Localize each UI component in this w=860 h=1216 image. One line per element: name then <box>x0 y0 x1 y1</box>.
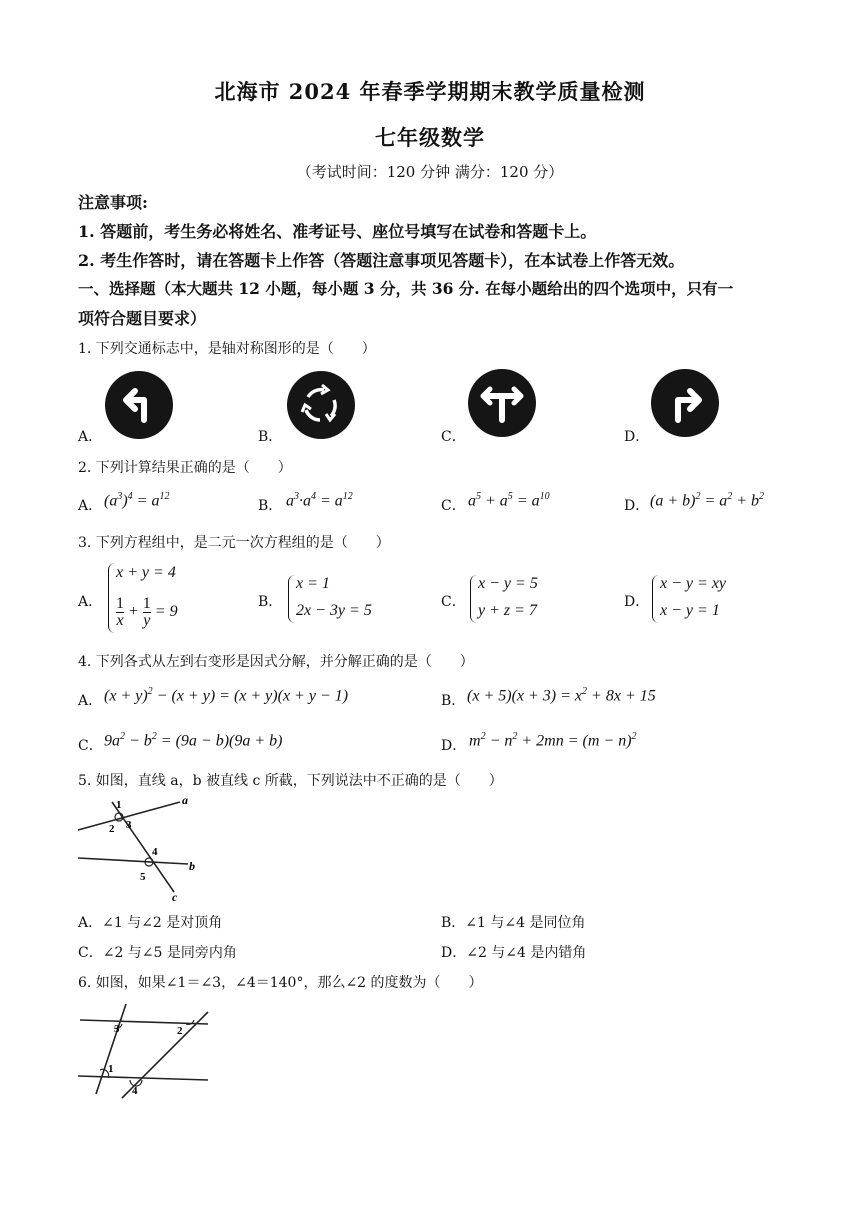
q5-label-1: 1 <box>116 799 122 811</box>
exam-title: 北海市 2024 年春季学期期末教学质量检测 <box>214 79 646 104</box>
q2-option-c-label: C． <box>441 498 466 514</box>
q5-geometry-figure <box>76 793 216 904</box>
question-2-stem: 2. 下列计算结果正确的是（ ） <box>78 460 292 476</box>
q3-a-eq1: x + y = 4 <box>116 564 176 581</box>
q2-option-b-formula: $a^3\cdot a^4 = a^{12}$ <box>286 491 353 510</box>
q3-option-d-label: D． <box>624 594 650 610</box>
q4-option-a-label: A． <box>78 693 103 709</box>
q2-option-d-label: D． <box>624 498 650 514</box>
q5-option-b: B．∠1 与∠4 是同位角 <box>441 915 586 931</box>
q3-a-eq2: $\frac{1}{x}$ + $\frac{1}{y} = 9$ <box>116 595 178 629</box>
q5-option-c: C．∠2 与∠5 是同旁内角 <box>78 945 237 961</box>
q3-b-eq2: 2x − 3y = 5 <box>296 602 372 619</box>
question-3-stem: 3. 下列方程组中，是二元一次方程组的是（ ） <box>78 535 390 551</box>
q5-label-c: c <box>172 890 178 904</box>
q3-d-brace <box>652 575 659 623</box>
q4-option-b-formula: $(x + 5)(x + 3) = x^2 + 8x + 15$ <box>467 686 656 705</box>
q4-option-d-formula: $m^2 - n^2 + 2mn = (m - n)^2$ <box>469 731 637 750</box>
question-4-stem: 4. 下列各式从左到右变形是因式分解，并分解正确的是（ ） <box>78 654 474 670</box>
question-1-stem: 1. 下列交通标志中，是轴对称图形的是（ ） <box>78 341 376 357</box>
q5-label-a: a <box>182 793 188 807</box>
q5-label-5: 5 <box>140 871 146 883</box>
q3-option-a-label: A． <box>78 594 103 610</box>
q3-b-eq1: x = 1 <box>296 575 330 592</box>
q3-a-brace <box>108 563 115 633</box>
turn-right-arrow-sign-icon <box>650 368 720 438</box>
exam-info: （考试时间：120 分钟 满分：120 分） <box>296 163 564 181</box>
q5-label-4: 4 <box>152 846 158 858</box>
q2-option-a-formula: $(a^3)^4 = a^{12}$ <box>104 491 170 510</box>
q4-option-c-formula: $9a^2 - b^2 = (9a - b)(9a + b)$ <box>104 731 283 750</box>
notice-item-2: 2. 考生作答时，请在答题卡上作答（答题注意事项见答题卡），在本试卷上作答无效。 <box>78 251 685 270</box>
q4-option-d-label: D． <box>441 738 467 754</box>
q6-label-1: 1 <box>108 1063 114 1075</box>
q3-option-b-label: B． <box>258 594 283 610</box>
q1-option-d-label: D． <box>624 429 650 445</box>
q5-label-b: b <box>189 859 195 873</box>
left-right-split-arrow-sign-icon <box>467 368 537 438</box>
q4-option-c-label: C． <box>78 738 103 754</box>
section-heading-line1: 一、选择题（本大题共 12 小题，每小题 3 分，共 36 分. 在每小题给出的四个选项中，只有一 <box>78 279 734 298</box>
q6-label-2: 2 <box>177 1025 183 1037</box>
notice-heading: 注意事项: <box>78 193 148 212</box>
q3-c-eq1: x − y = 5 <box>478 575 538 592</box>
q2-option-a-label: A． <box>78 498 103 514</box>
q3-option-c-label: C． <box>441 594 466 610</box>
question-6-stem: 6. 如图，如果∠1＝∠3，∠4＝140°，那么∠2 的度数为（ ） <box>78 975 483 991</box>
q3-b-brace <box>288 575 295 623</box>
q5-option-d: D．∠2 与∠4 是内错角 <box>441 945 587 961</box>
turn-left-arrow-sign-icon <box>104 370 174 440</box>
q2-option-c-formula: $a^5 + a^5 = a^{10}$ <box>468 491 550 510</box>
q3-d-eq1: x − y = xy <box>660 575 727 592</box>
q1-option-c-label: C． <box>441 429 466 445</box>
section-heading-line2: 项符合题目要求） <box>78 309 207 328</box>
q4-option-a-formula: $(x + y)^2 - (x + y) = (x + y)(x + y - 1)$ <box>104 686 349 705</box>
q1-option-b-label: B． <box>258 429 283 445</box>
q4-option-b-label: B． <box>441 693 466 709</box>
q3-c-eq2: y + z = 7 <box>478 602 537 619</box>
q6-label-3: 3 <box>114 1023 120 1035</box>
roundabout-arrows-sign-icon <box>286 370 356 440</box>
q5-label-3: 3 <box>126 819 132 831</box>
q6-label-4: 4 <box>132 1085 138 1097</box>
q1-option-a-label: A． <box>78 429 103 445</box>
q3-c-brace <box>470 575 477 623</box>
q2-option-b-label: B． <box>258 498 283 514</box>
question-5-stem: 5. 如图，直线 a，b 被直线 c 所截，下列说法中不正确的是（ ） <box>78 773 503 789</box>
q2-option-d-formula: $(a + b)^2 = a^2 + b^2$ <box>650 491 765 510</box>
exam-subtitle: 七年级数学 <box>375 125 485 150</box>
q5-option-a: A．∠1 与∠2 是对顶角 <box>78 915 223 931</box>
q5-label-2: 2 <box>109 823 115 835</box>
q6-geometry-figure <box>76 1000 216 1100</box>
notice-item-1: 1. 答题前，考生务必将姓名、准考证号、座位号填写在试卷和答题卡上。 <box>78 222 597 241</box>
q3-d-eq2: x − y = 1 <box>660 602 720 619</box>
